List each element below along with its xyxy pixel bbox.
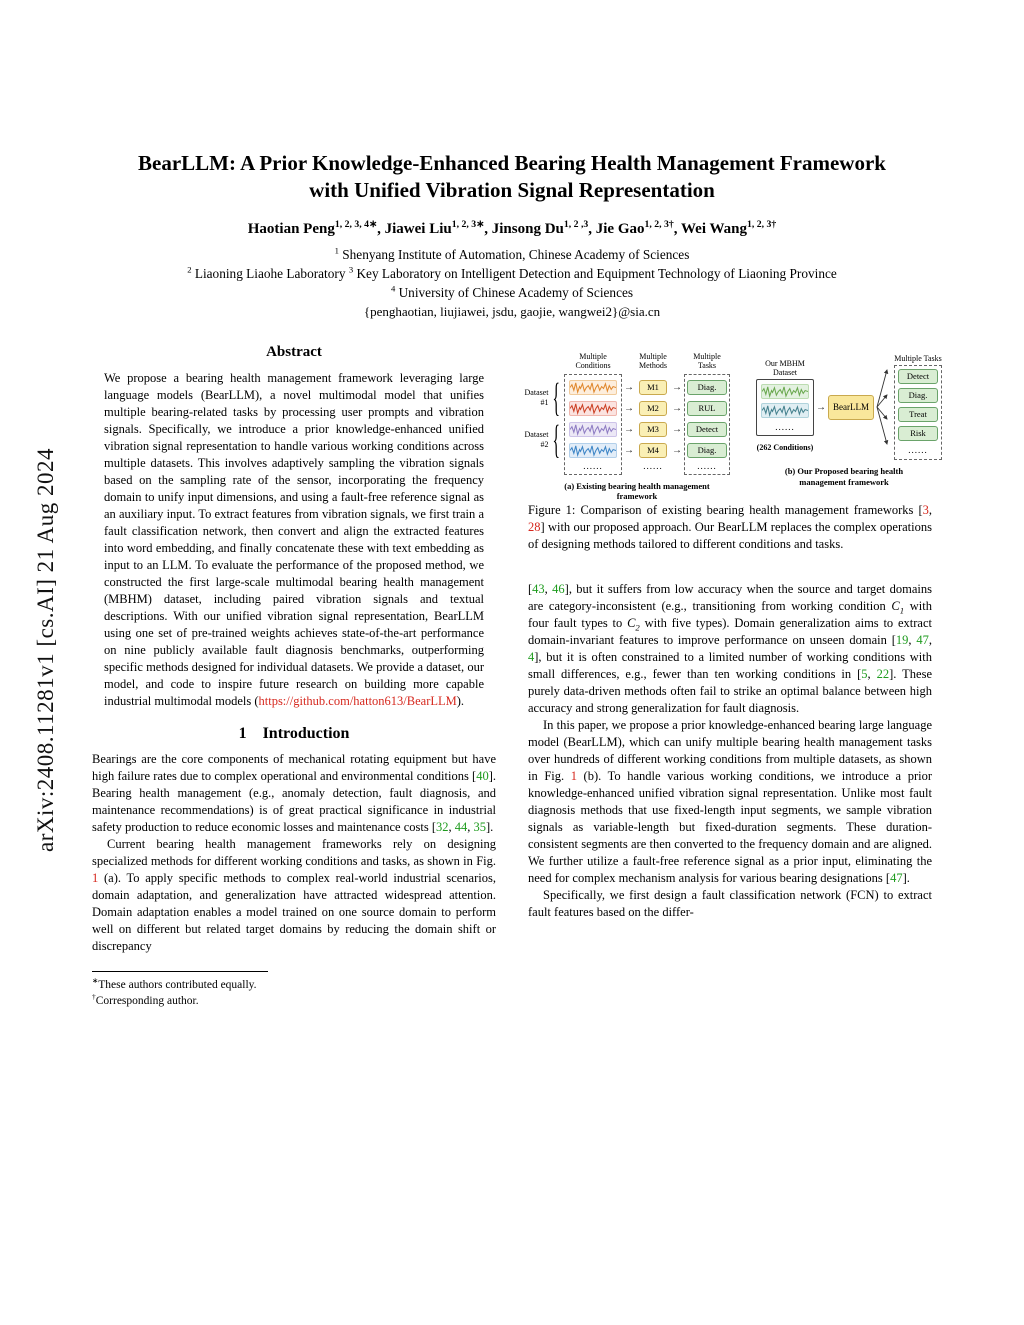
- header-multiple-conditions: Multiple Conditions: [575, 352, 611, 371]
- task-box: Diag.: [687, 380, 727, 395]
- mbhm-dataset-box: [756, 379, 814, 436]
- mbhm-dataset-column: [756, 359, 814, 456]
- citation-link[interactable]: 35: [473, 820, 486, 835]
- task-box: RUL: [687, 401, 727, 416]
- affiliation-line-2: $^2$ Liaoning Liaohe Laboratory $^3$ Key Laboratory on Intelligent Detection and Equipment Technology of Liaoning Province: [187, 264, 837, 281]
- arrow-icon: →: [672, 423, 682, 435]
- footnote-equal-contribution: ∗These authors contributed equally.: [92, 976, 257, 992]
- paper-title: BearLLM: A Prior Knowledge-Enhanced Bearing Health Management Framework with Unified Vibration Signal Representation: [138, 151, 886, 203]
- vibration-waveform-icon: [569, 401, 617, 416]
- vibration-waveform-icon: [761, 384, 809, 399]
- arrow-icon: →: [624, 444, 634, 456]
- citation-link[interactable]: 28: [528, 519, 541, 534]
- citation-link[interactable]: 40: [476, 769, 489, 784]
- task-box: Risk: [898, 426, 938, 441]
- figure-1-caption: Figure 1: Comparison of existing bearing health management frameworks [3, 28] with our proposed approach. Our BearLLM replaces the complex operations of designing methods tailored to different conditions and tasks.: [528, 502, 932, 551]
- proposed-tasks-column: [894, 354, 942, 460]
- branch-connector: [876, 359, 892, 455]
- footnote-rule: [92, 971, 268, 972]
- dataset-2-label: Dataset #2: [524, 430, 549, 449]
- vibration-waveform-icon: [569, 443, 617, 458]
- citation-link[interactable]: 19: [895, 632, 909, 647]
- conditions-box: [564, 374, 622, 475]
- figure-ref[interactable]: 1: [92, 871, 99, 886]
- left-column: [92, 344, 496, 1009]
- figure-ref[interactable]: 1: [570, 768, 577, 783]
- method-box: M4: [639, 443, 667, 458]
- method-box: M3: [639, 422, 667, 437]
- citation-link[interactable]: 3: [922, 502, 929, 517]
- affiliations: [82, 245, 942, 323]
- citation-link[interactable]: 32: [435, 820, 449, 835]
- task-box: Diag.: [898, 388, 938, 403]
- paper-header: [0, 0, 1024, 322]
- task-box: Detect: [687, 422, 727, 437]
- authors-line: Haotian Peng$^{1, 2, 3, 4∗}$, Jiawei Liu$^{1, 2, 3∗}$, Jinsong Du$^{1, 2 ,3}$, Jie Gao$^{1, 2, 3\dagger}$, Wei Wang$^{1, 2, 3\dagger}$: [247, 218, 777, 237]
- tasks-box: [684, 374, 730, 475]
- arxiv-banner: arXiv:2408.11281v1 [cs.AI] 21 Aug 2024: [33, 448, 58, 852]
- author-emails: {penghaotian, liujiawei, jsdu, gaojie, wangwei2}@sia.cn: [363, 304, 661, 320]
- arrows-conditions-to-methods: [624, 374, 634, 461]
- figure-panel-existing: [524, 352, 746, 502]
- task-box: Detect: [898, 369, 938, 384]
- arrow-icon: →: [672, 444, 682, 456]
- citation-link[interactable]: 47: [890, 870, 903, 885]
- method-box: M1: [639, 380, 667, 395]
- citation-link[interactable]: 43: [532, 581, 545, 596]
- arrow-icon: →: [672, 402, 682, 414]
- citation-link[interactable]: 46: [552, 581, 565, 596]
- arrow-icon: →: [816, 401, 826, 413]
- bearllm-box: BearLLM: [828, 395, 874, 420]
- body-paragraph-continuation: [43, 46], but it suffers from low accuracy when the source and target domains are category-inconsistent (e.g., transitioning from working condition $C_1$ with four fault types to $C_2$ with five types). Domain generalization aims to extract domain-invariant features to improve performance on unseen domain [19, 47, 4], but it is often constrained to a limited number of working conditions with small differences, e.g., fewer than ten working conditions in [5, 22]. These purely data-driven methods often fail to strike an optimal balance between high accuracy and strong generalization for fault diagnosis.: [528, 581, 932, 715]
- footnotes: [92, 971, 496, 1009]
- mbhm-dataset-header: Our MBHM Dataset: [765, 358, 805, 377]
- ellipsis-dots: ......: [697, 460, 717, 471]
- abstract-heading: Abstract: [266, 344, 322, 361]
- ellipsis-dots: ......: [775, 422, 795, 433]
- header-multiple-methods: Multiple Methods: [639, 352, 667, 371]
- ellipsis-dots: ......: [583, 460, 603, 471]
- figure-panel-proposed: [756, 352, 942, 488]
- right-column: [524, 344, 942, 1009]
- affiliation-line-3: $^4$ University of Chinese Academy of Sciences: [390, 283, 634, 301]
- citation-link[interactable]: 47: [916, 632, 929, 647]
- arrow-icon: →: [672, 381, 682, 393]
- body-paragraph-proposal: In this paper, we propose a prior knowledge-enhanced bearing large language model (BearLLM), which can unify multiple bearing health management tasks over hundreds of different working conditions from multiple datasets, as shown in Fig. 1 (b). To handle various working conditions, we introduce a prior knowledge-enhanced unified vibration signal representation. Unlike most fault diagnosis methods that use fixed-length input segments, we sample vibration signals as variable-length but fixed-duration segments. These duration-consistent segments are then converted to the frequency domain and are aligned. We further utilize a fault-free reference signal as a prior input, eliminating the need for complex mechanism analysis for various bearing designations [47].: [528, 717, 932, 885]
- arrow-icon: →: [624, 381, 634, 393]
- affiliation-line-1: $^1$ Shenyang Institute of Automation, Chinese Academy of Sciences: [334, 245, 690, 262]
- ellipsis-dots: ......: [643, 460, 663, 471]
- task-box: Diag.: [687, 443, 727, 458]
- arrow-icon: →: [624, 402, 634, 414]
- citation-link[interactable]: 44: [454, 820, 468, 835]
- methods-column: [636, 374, 670, 472]
- header-multiple-tasks: Multiple Tasks: [693, 352, 721, 371]
- intro-paragraph-2: Current bearing health management frameworks rely on designing specialized methods for different working conditions and tasks, as shown in Fig. 1 (a). To apply specific methods to complex real-world industrial scenarios, domain adaptation, and generalization have attracted widespread attention. Domain adaptation enables a model trained on one source domain to perform well on different but related target domains by reducing the domain shift or discrepancy: [92, 837, 496, 954]
- section-heading-introduction: 1 Introduction: [238, 725, 350, 743]
- body-paragraph-fcn: Specifically, we first design a fault classification network (FCN) to extract fault features based on the differ-: [528, 887, 932, 919]
- dataset-labels: [524, 374, 562, 463]
- dataset-1-label: Dataset #1: [524, 388, 549, 407]
- brace-icon: {: [552, 375, 560, 421]
- method-box: M2: [639, 401, 667, 416]
- figure-panels: [524, 352, 942, 502]
- vibration-waveform-icon: [761, 403, 809, 418]
- vibration-waveform-icon: [569, 380, 617, 395]
- panel-a-headers: [528, 352, 746, 370]
- figure-1: [524, 352, 942, 502]
- github-link[interactable]: https://github.com/hatton613/BearLLM: [258, 694, 457, 709]
- brace-icon: {: [552, 417, 560, 463]
- panel-a-caption: (a) Existing bearing health management framework: [564, 480, 710, 502]
- abstract-block: [92, 344, 496, 710]
- proposed-tasks-box: [894, 365, 942, 460]
- citation-link[interactable]: 5: [861, 666, 868, 681]
- vibration-waveform-icon: [569, 422, 617, 437]
- task-box: Treat: [898, 407, 938, 422]
- citation-link[interactable]: 22: [876, 666, 890, 681]
- abstract-text: We propose a bearing health management framework leveraging large language models (BearLLM), a novel multimodal model that unifies multiple bearing-related tasks by processing user prompts and vibration signals. Specifically, we introduce a prior knowledge-enhanced unified vibration signal representation to handle various working conditions across multiple datasets. This involves adaptively sampling the vibration signals based on the sampling rate of the sensor, incorporating the frequency domain to unify input dimensions, and using a fault-free reference signal as an auxiliary input. To extract features from vibration signals, we first train a fault classification network, then convert and align the extracted features into word embedding, and finally concatenate these with text embedding as input to an LLM. To evaluate the performance of the proposed method, we constructed the first large-scale multimodal bearing health management (MBHM) dataset, including paired vibration signals and textual descriptions. With our unified vibration signal representation, BearLLM using one set of pre-trained weights achieves state-of-the-art performance on nine publicly available fault diagnosis benchmarks, outperforming specific methods designed for individual datasets. We provide a dataset, our model, and code to inspire future research on building more capable industrial multimodal models (https://github.com/hatton613/BearLLM).: [104, 371, 484, 709]
- ellipsis-dots: ......: [908, 445, 928, 456]
- arrow-icon: →: [624, 423, 634, 435]
- panel-b-caption: (b) Our Proposed bearing health management framework: [784, 466, 904, 488]
- arrows-methods-to-tasks: [672, 374, 682, 461]
- proposed-tasks-header: Multiple Tasks: [894, 354, 942, 364]
- intro-paragraph-1: Bearings are the core components of mechanical rotating equipment but have high failure rates due to complex operational and environmental conditions [40]. Bearing health management (e.g., anomaly detection, fault diagnosis, and maintenance recommendations) is of great practical significance in industrial safety production to reduce economic losses and maintenance costs [32, 44, 35].: [92, 752, 496, 835]
- conditions-count-label: (262 Conditions): [756, 443, 814, 453]
- citation-link[interactable]: 4: [528, 649, 535, 664]
- footnote-corresponding-author: †Corresponding author.: [92, 992, 199, 1008]
- two-column-body: [0, 344, 1024, 1009]
